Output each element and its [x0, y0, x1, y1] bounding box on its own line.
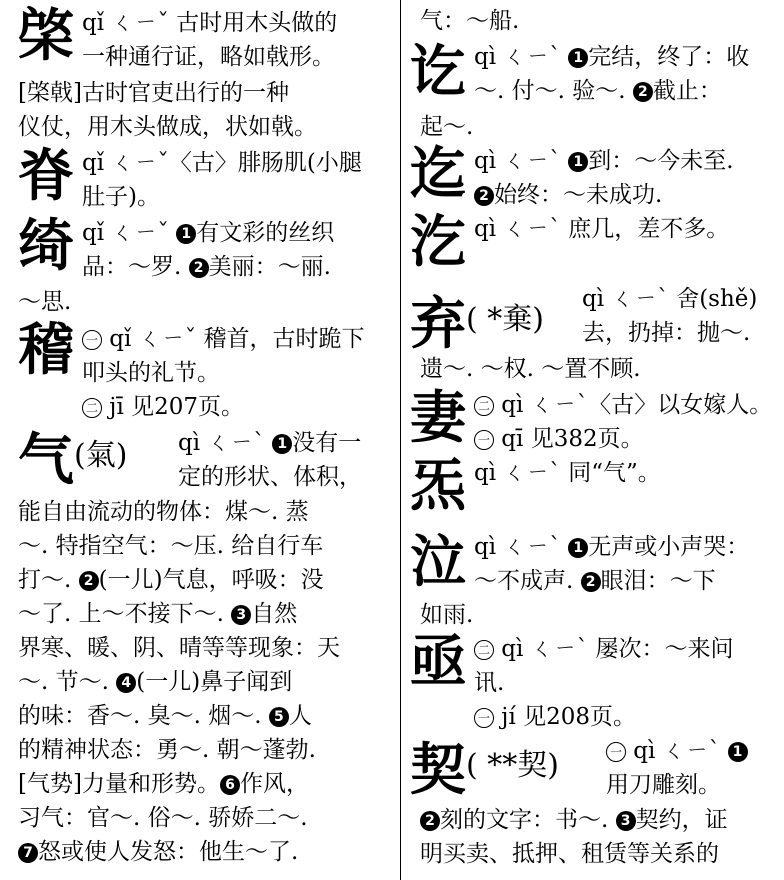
entry-line: 用刀雕刻。 [606, 772, 721, 798]
headword: 稽 [18, 317, 74, 383]
entry-line: 一 qǐ ㄑㄧˇ 稽首，古时跪下 [82, 322, 365, 356]
entry-line: 的味：香～. 臭～. 烟～. 5 人 [18, 703, 312, 729]
entry-line: 去，扔掉：抛～. [582, 320, 751, 346]
entry-line: 一种通行证，略如戟形。 [82, 44, 335, 70]
column-divider [400, 0, 401, 880]
entry-line: 习气：官～. 俗～. 骄娇二～. [18, 805, 308, 831]
entry-line: ～了. 上～不接下～. 3 自然 [18, 601, 298, 627]
sense-number: 1 [176, 224, 196, 244]
entry-line: 仪仗，用木头做成，状如戟。 [18, 114, 317, 140]
reading-mark: 一 [82, 330, 102, 350]
entry-line: qǐ ㄑㄧˇ〈古〉腓肠肌(小腿 [82, 150, 362, 176]
entry-line: qì ㄑㄧˋ 舍(shě) [582, 286, 758, 312]
reading-mark: 二 [474, 396, 494, 416]
headword: 讫 [410, 39, 466, 105]
entry-line: 肚子)。 [82, 184, 160, 210]
sense-number: 5 [269, 707, 289, 727]
headword: 迄 [410, 141, 466, 207]
entry-line: 打～. 2 (一儿)气息，呼吸：没 [18, 567, 324, 593]
headword: 气$^{(氣)}$ [18, 427, 128, 493]
reading-mark: 一 [474, 430, 494, 450]
variant-form: (氣) [74, 438, 128, 473]
sense-number: 1 [568, 152, 588, 172]
entry-line: 一 qì ㄑㄧˋ 1 [606, 734, 748, 768]
sense-number: 2 [189, 258, 209, 278]
headword: 炁 [410, 453, 466, 519]
sense-number: 1 [272, 434, 292, 454]
entry-line: 一 jí 见208页。 [474, 700, 636, 734]
sense-number: 6 [220, 775, 240, 795]
sense-number: 2 [420, 811, 440, 831]
sense-number: 2 [581, 572, 601, 592]
entry-line: ～. 节～. 4 (一儿)鼻子闻到 [18, 669, 293, 695]
entry-line: qì ㄑㄧˋ 1 到：～今未至. [474, 148, 734, 174]
reading-mark: 二 [82, 398, 102, 418]
reading-mark: 二 [474, 640, 494, 660]
entry-line: qì ㄑㄧˋ 1 没有一 [178, 430, 362, 456]
entry-line: 二 qì ㄑㄧˋ 屡次：～来问 [474, 632, 734, 666]
entry-line: ～. 付～. 验～. 2 截止： [474, 78, 722, 104]
sense-number: 3 [616, 811, 636, 831]
entry-line: [气势]力量和形势。 6 作风， [18, 771, 309, 797]
entry-line: 品：～罗. 2 美丽：～丽. [82, 254, 331, 280]
sense-number: 2 [474, 186, 494, 206]
entry-line: [棨戟]古时官吏出行的一种 [18, 80, 289, 106]
sense-number: 3 [231, 605, 251, 625]
variant-form: ( **契) [466, 748, 559, 783]
headword: 脊 [18, 143, 74, 209]
headword: 棨 [18, 3, 74, 69]
entry-line: qǐ ㄑㄧˇ 古时用木头做的 [82, 10, 338, 36]
entry-line: 能自由流动的物体：煤～. 蒸 [18, 499, 309, 525]
entry-line: 如雨. [420, 602, 474, 628]
entry-line: 起～. [420, 114, 474, 140]
reading-mark: 一 [606, 742, 626, 762]
entry-line: 讯. [474, 670, 505, 696]
entry-line: 定的形状、体积， [178, 464, 362, 490]
entry-line: 遗～. ～权. ～置不顾. [420, 356, 641, 382]
sense-number: 2 [633, 82, 653, 102]
entry-line: qì ㄑㄧˋ 1 无声或小声哭： [474, 534, 750, 560]
sense-number: 1 [568, 48, 588, 68]
headword: 绮 [18, 213, 74, 279]
entry-line: qì ㄑㄧˋ 庶几，差不多。 [474, 216, 730, 242]
entry-line: 二 jī 见207页。 [82, 390, 244, 424]
sense-number: 1 [728, 742, 748, 762]
variant-form: ( *棄) [466, 302, 544, 337]
headword: 妻 [410, 385, 466, 451]
headword: 亟 [410, 629, 466, 695]
entry-line: qì ㄑㄧˋ 1 完结，终了：收 [474, 44, 750, 70]
reading-mark: 一 [474, 708, 494, 728]
entry-line: 叩头的礼节。 [82, 360, 220, 386]
entry-line: 气：～船. [420, 8, 520, 34]
entry-line: qì ㄑㄧˋ 同“气”。 [474, 460, 661, 486]
entry-line: 一 qī 见382页。 [474, 422, 644, 456]
sense-number: 4 [116, 673, 136, 693]
sense-number: 1 [568, 538, 588, 558]
entry-line: 明买卖、抵押、租赁等关系的 [420, 841, 719, 867]
entry-line: qǐ ㄑㄧˇ 1 有文彩的丝织 [82, 220, 335, 246]
entry-line: 界寒、暖、阴、晴等等现象：天 [18, 635, 340, 661]
entry-line: 二 qì ㄑㄧˋ〈古〉以女嫁人。 [474, 388, 772, 422]
headword: 契$^{( **契)}$ [410, 737, 559, 803]
headword: 弃$^{( *棄)}$ [410, 291, 544, 357]
entry-line: ～不成声. 2 眼泪：～下 [474, 568, 716, 594]
headword: 汔 [410, 209, 466, 275]
entry-line: 7 怒或使人发怒：他生～了. [18, 835, 298, 869]
headword: 泣 [410, 529, 466, 595]
sense-number: 7 [18, 843, 38, 863]
entry-line: 2 始终：～未成功. [474, 178, 662, 212]
entry-line: 2 刻的文字：书～. 3 契约，证 [420, 803, 728, 837]
entry-line: ～. 特指空气：～压. 给自行车 [18, 533, 324, 559]
entry-line: 的精神状态：勇～. 朝～蓬勃. [18, 737, 316, 763]
entry-line: ～思. [18, 289, 72, 315]
sense-number: 2 [79, 571, 99, 591]
